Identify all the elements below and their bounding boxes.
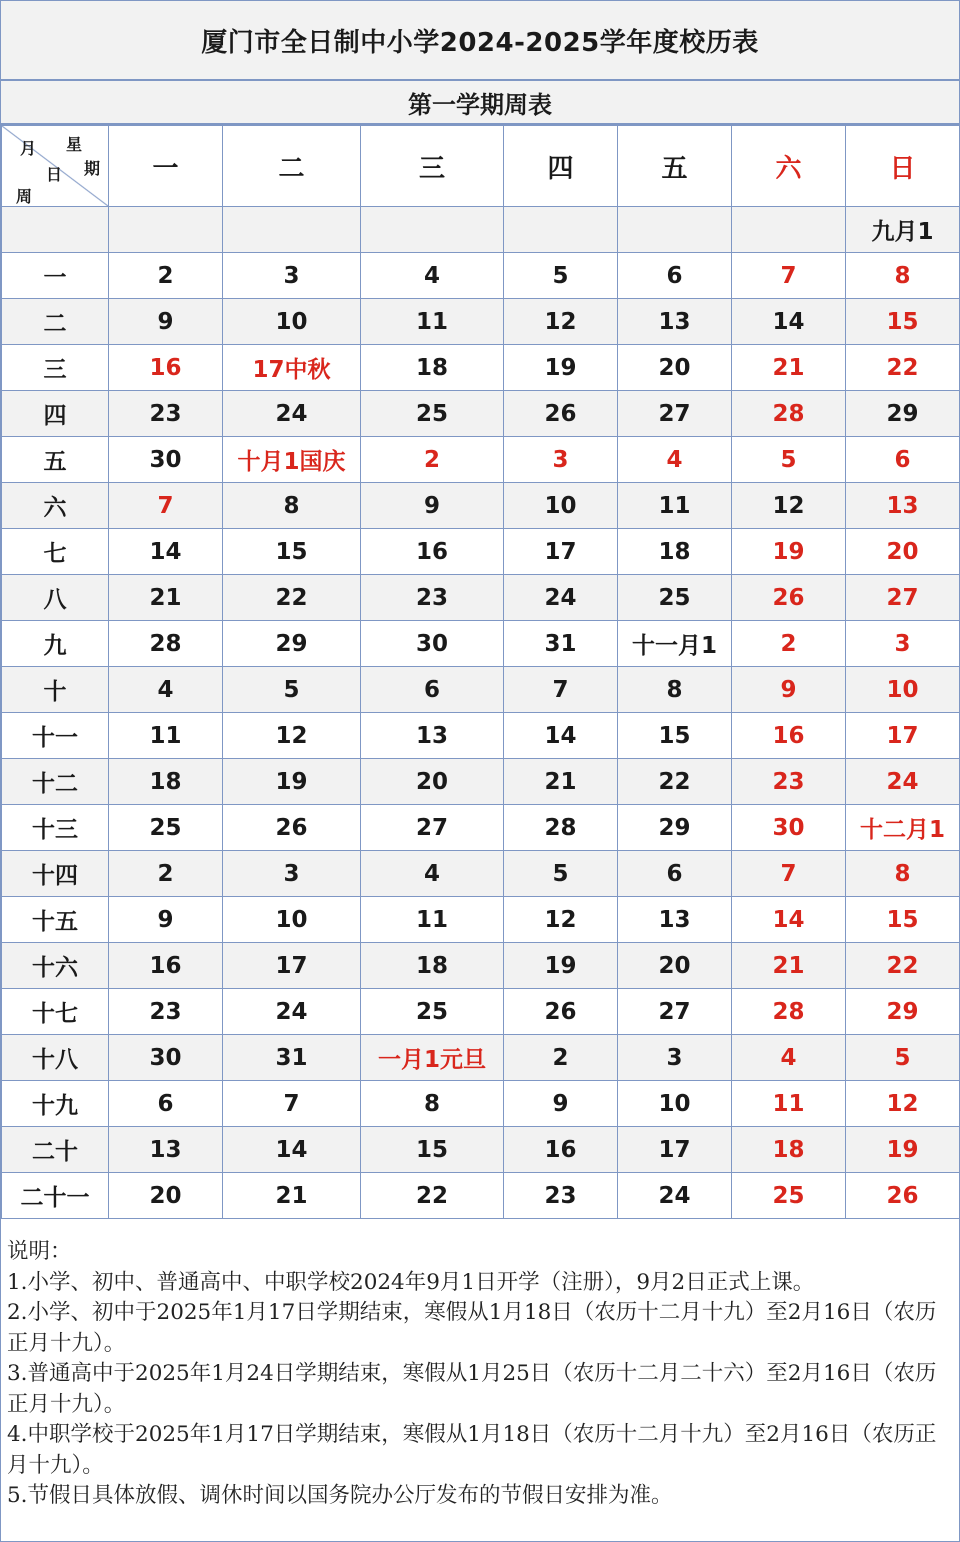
date-cell: 20 [846, 529, 960, 575]
date-cell: 18 [361, 943, 504, 989]
date-cell: 十一月1 [618, 621, 732, 667]
date-cell: 12 [223, 713, 361, 759]
week-number-cell: 十七 [2, 989, 109, 1035]
date-cell: 8 [618, 667, 732, 713]
date-cell: 10 [223, 299, 361, 345]
date-cell: 27 [618, 989, 732, 1035]
date-cell: 30 [109, 1035, 223, 1081]
date-cell: 19 [223, 759, 361, 805]
date-cell: 3 [223, 851, 361, 897]
date-cell: 26 [223, 805, 361, 851]
note-item: 1.小学、初中、普通高中、中职学校2024年9月1日开学（注册），9月2日正式上课。 [7, 1269, 815, 1295]
date-cell [361, 207, 504, 253]
date-cell: 11 [361, 897, 504, 943]
date-cell: 16 [504, 1127, 618, 1173]
date-cell: 5 [732, 437, 846, 483]
week-number-cell: 八 [2, 575, 109, 621]
date-cell: 20 [361, 759, 504, 805]
week-row [2, 1127, 960, 1173]
date-cell: 13 [846, 483, 960, 529]
week-row [2, 207, 960, 253]
date-cell: 19 [504, 943, 618, 989]
date-cell: 27 [846, 575, 960, 621]
date-cell: 29 [618, 805, 732, 851]
date-cell: 18 [361, 345, 504, 391]
week-number-cell: 十八 [2, 1035, 109, 1081]
date-cell: 28 [732, 391, 846, 437]
corner-label-day: 日 [46, 165, 63, 184]
date-cell: 15 [361, 1127, 504, 1173]
date-cell: 29 [223, 621, 361, 667]
date-cell: 13 [109, 1127, 223, 1173]
date-cell: 2 [109, 851, 223, 897]
date-cell: 2 [504, 1035, 618, 1081]
date-cell: 16 [109, 345, 223, 391]
date-cell: 4 [618, 437, 732, 483]
date-cell: 4 [361, 253, 504, 299]
date-cell: 17 [846, 713, 960, 759]
date-cell: 21 [732, 345, 846, 391]
note-item: 3.普通高中于2025年1月24日学期结束，寒假从1月25日（农历十二月二十六）至2月16日（农历正月十九）。 [7, 1361, 937, 1417]
date-cell [504, 207, 618, 253]
date-cell: 11 [361, 299, 504, 345]
weekday-header-6: 六 [732, 126, 846, 207]
date-cell: 30 [732, 805, 846, 851]
date-cell: 11 [618, 483, 732, 529]
note-item: 2.小学、初中于2025年1月17日学期结束，寒假从1月18日（农历十二月十九）至2月16日（农历正月十九）。 [7, 1300, 937, 1356]
date-cell: 17 [223, 943, 361, 989]
week-number-cell: 二 [2, 299, 109, 345]
date-cell: 7 [732, 253, 846, 299]
date-cell: 11 [732, 1081, 846, 1127]
week-row [2, 1035, 960, 1081]
date-cell: 19 [504, 345, 618, 391]
week-row [2, 345, 960, 391]
week-row [2, 759, 960, 805]
date-cell: 2 [361, 437, 504, 483]
week-row [2, 391, 960, 437]
week-number-cell: 六 [2, 483, 109, 529]
date-cell: 25 [109, 805, 223, 851]
date-cell: 20 [618, 345, 732, 391]
date-cell: 25 [361, 989, 504, 1035]
date-cell: 6 [618, 851, 732, 897]
date-cell: 15 [223, 529, 361, 575]
date-cell: 7 [732, 851, 846, 897]
date-cell: 25 [732, 1173, 846, 1219]
date-cell: 6 [361, 667, 504, 713]
date-cell: 4 [732, 1035, 846, 1081]
date-cell: 12 [504, 897, 618, 943]
date-cell: 3 [504, 437, 618, 483]
date-cell: 8 [361, 1081, 504, 1127]
date-cell: 14 [732, 299, 846, 345]
date-cell: 21 [109, 575, 223, 621]
date-cell: 28 [109, 621, 223, 667]
date-cell: 21 [732, 943, 846, 989]
week-number-cell: 十 [2, 667, 109, 713]
date-cell: 10 [846, 667, 960, 713]
week-row [2, 483, 960, 529]
week-row [2, 851, 960, 897]
date-cell: 9 [732, 667, 846, 713]
date-cell: 24 [504, 575, 618, 621]
date-cell: 7 [109, 483, 223, 529]
date-cell [109, 207, 223, 253]
date-cell: 3 [846, 621, 960, 667]
date-cell: 25 [618, 575, 732, 621]
date-cell: 30 [109, 437, 223, 483]
corner-label-qi: 期 [84, 159, 101, 178]
week-number-cell: 十四 [2, 851, 109, 897]
date-cell: 24 [223, 391, 361, 437]
date-cell: 18 [732, 1127, 846, 1173]
date-cell: 26 [732, 575, 846, 621]
weekday-header-1: 一 [109, 126, 223, 207]
date-cell: 31 [504, 621, 618, 667]
week-number-cell: 九 [2, 621, 109, 667]
date-cell: 7 [504, 667, 618, 713]
date-cell: 7 [223, 1081, 361, 1127]
date-cell: 9 [109, 299, 223, 345]
date-cell: 8 [223, 483, 361, 529]
week-row [2, 805, 960, 851]
date-cell: 8 [846, 851, 960, 897]
date-cell: 13 [618, 299, 732, 345]
date-cell: 30 [361, 621, 504, 667]
week-number-cell: 一 [2, 253, 109, 299]
weekday-header-4: 四 [504, 126, 618, 207]
date-cell: 10 [504, 483, 618, 529]
date-cell: 4 [361, 851, 504, 897]
date-cell: 16 [361, 529, 504, 575]
date-cell: 23 [361, 575, 504, 621]
date-cell: 24 [223, 989, 361, 1035]
date-cell: 19 [846, 1127, 960, 1173]
week-row [2, 253, 960, 299]
week-number-cell: 二十一 [2, 1173, 109, 1219]
week-number-cell: 七 [2, 529, 109, 575]
date-cell: 15 [618, 713, 732, 759]
notes-heading: 说明： [7, 1239, 72, 1264]
date-cell: 28 [732, 989, 846, 1035]
date-cell: 28 [504, 805, 618, 851]
weekday-header-2: 二 [223, 126, 361, 207]
date-cell: 5 [846, 1035, 960, 1081]
date-cell: 10 [223, 897, 361, 943]
week-number-cell: 五 [2, 437, 109, 483]
date-cell: 29 [846, 391, 960, 437]
date-cell: 5 [504, 253, 618, 299]
date-cell [618, 207, 732, 253]
date-cell: 24 [846, 759, 960, 805]
date-cell: 5 [223, 667, 361, 713]
date-cell: 15 [846, 299, 960, 345]
date-cell: 16 [109, 943, 223, 989]
weekday-header-5: 五 [618, 126, 732, 207]
week-number-cell [2, 207, 109, 253]
date-cell: 九月1 [846, 207, 960, 253]
date-cell: 21 [504, 759, 618, 805]
date-cell: 22 [846, 943, 960, 989]
date-cell: 2 [109, 253, 223, 299]
date-cell: 16 [732, 713, 846, 759]
date-cell: 25 [361, 391, 504, 437]
date-cell: 12 [846, 1081, 960, 1127]
date-cell: 23 [504, 1173, 618, 1219]
corner-label-star: 星 [66, 135, 83, 154]
corner-label-month: 月 [20, 139, 37, 158]
week-number-cell: 十六 [2, 943, 109, 989]
date-cell: 13 [361, 713, 504, 759]
date-cell: 22 [618, 759, 732, 805]
date-cell: 5 [504, 851, 618, 897]
week-row [2, 529, 960, 575]
weekday-header-3: 三 [361, 126, 504, 207]
date-cell: 18 [618, 529, 732, 575]
week-row [2, 575, 960, 621]
date-cell: 27 [618, 391, 732, 437]
date-cell: 12 [504, 299, 618, 345]
week-row [2, 437, 960, 483]
date-cell: 十二月1 [846, 805, 960, 851]
date-cell: 27 [361, 805, 504, 851]
date-cell: 19 [732, 529, 846, 575]
date-cell: 9 [361, 483, 504, 529]
date-cell: 11 [109, 713, 223, 759]
date-cell: 17 [618, 1127, 732, 1173]
date-cell: 14 [732, 897, 846, 943]
date-cell: 10 [618, 1081, 732, 1127]
date-cell [732, 207, 846, 253]
week-number-cell: 十九 [2, 1081, 109, 1127]
week-row [2, 989, 960, 1035]
calendar-table [1, 125, 960, 1219]
date-cell: 2 [732, 621, 846, 667]
date-cell: 6 [846, 437, 960, 483]
date-cell: 20 [109, 1173, 223, 1219]
week-number-cell: 十五 [2, 897, 109, 943]
week-number-cell: 三 [2, 345, 109, 391]
date-cell: 14 [109, 529, 223, 575]
note-item: 5.节假日具体放假、调休时间以国务院办公厅发布的节假日安排为准。 [7, 1483, 673, 1508]
week-row [2, 713, 960, 759]
week-number-cell: 十三 [2, 805, 109, 851]
week-row [2, 299, 960, 345]
date-cell: 9 [504, 1081, 618, 1127]
date-cell: 23 [109, 989, 223, 1035]
date-cell: 18 [109, 759, 223, 805]
date-cell: 8 [846, 253, 960, 299]
date-cell: 15 [846, 897, 960, 943]
date-cell: 17 [504, 529, 618, 575]
date-cell: 26 [504, 989, 618, 1035]
date-cell: 22 [846, 345, 960, 391]
date-cell: 20 [618, 943, 732, 989]
date-cell: 14 [223, 1127, 361, 1173]
date-cell: 4 [109, 667, 223, 713]
week-row [2, 667, 960, 713]
date-cell: 12 [732, 483, 846, 529]
date-cell: 3 [223, 253, 361, 299]
date-cell: 23 [109, 391, 223, 437]
date-cell: 31 [223, 1035, 361, 1081]
date-cell: 24 [618, 1173, 732, 1219]
corner-label-week: 周 [16, 187, 33, 206]
week-number-cell: 十二 [2, 759, 109, 805]
corner-header-cell [2, 126, 109, 207]
date-cell [223, 207, 361, 253]
date-cell: 6 [618, 253, 732, 299]
date-cell: 17中秋 [223, 345, 361, 391]
date-cell: 14 [504, 713, 618, 759]
date-cell: 9 [109, 897, 223, 943]
week-number-cell: 四 [2, 391, 109, 437]
date-cell: 21 [223, 1173, 361, 1219]
date-cell: 13 [618, 897, 732, 943]
week-row [2, 1081, 960, 1127]
week-number-cell: 二十 [2, 1127, 109, 1173]
date-cell: 22 [361, 1173, 504, 1219]
date-cell: 29 [846, 989, 960, 1035]
date-cell: 23 [732, 759, 846, 805]
semester-subtitle: 第一学期周表 [1, 81, 959, 125]
weekday-header-7: 日 [846, 126, 960, 207]
date-cell: 6 [109, 1081, 223, 1127]
weekday-header-row [2, 126, 960, 207]
date-cell: 十月1国庆 [223, 437, 361, 483]
week-row [2, 1173, 960, 1219]
date-cell: 26 [846, 1173, 960, 1219]
date-cell: 22 [223, 575, 361, 621]
date-cell: 一月1元旦 [361, 1035, 504, 1081]
note-item: 4.中职学校于2025年1月17日学期结束，寒假从1月18日（农历十二月十九）至2月16日（农历正月十九）。 [7, 1422, 937, 1478]
notes-section [1, 1219, 959, 1512]
date-cell: 3 [618, 1035, 732, 1081]
week-row [2, 943, 960, 989]
week-row [2, 621, 960, 667]
week-number-cell: 十一 [2, 713, 109, 759]
date-cell: 26 [504, 391, 618, 437]
page-title: 厦门市全日制中小学2024-2025学年度校历表 [1, 1, 959, 81]
week-row [2, 897, 960, 943]
